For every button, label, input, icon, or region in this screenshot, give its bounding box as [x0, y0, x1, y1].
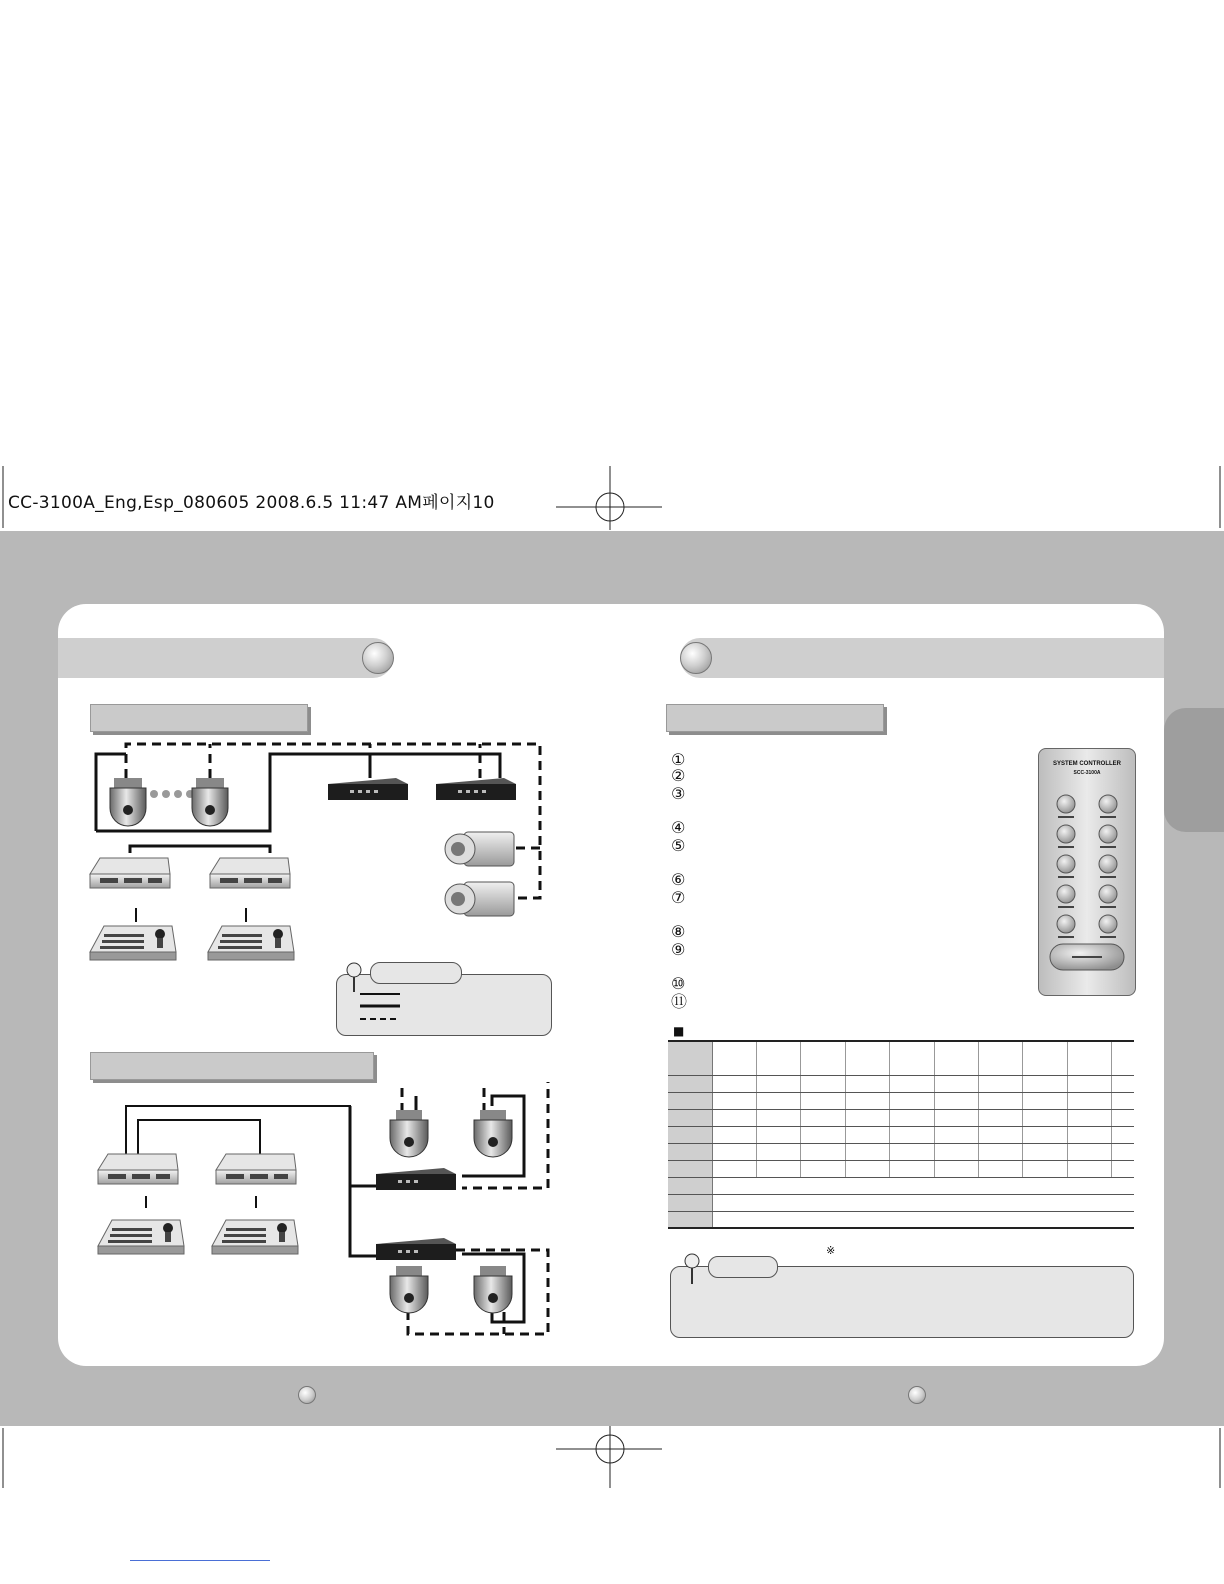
box-camera-icon [445, 832, 514, 866]
section-title-bar-left [58, 638, 393, 678]
bottom-underline [130, 1560, 270, 1561]
section-title-bar-right [680, 638, 1164, 678]
page-number-bullet-left [298, 1386, 316, 1404]
pin-icon [347, 963, 361, 992]
subsection-bar-controller [666, 704, 884, 732]
pin-icon [682, 1252, 702, 1288]
speed-dome-camera-icon [110, 778, 146, 826]
marker-3: ③ [671, 784, 686, 803]
controller-model: SCC-3100A [1073, 770, 1101, 776]
subsection-bar-system-b [90, 1052, 374, 1080]
connection-diagram-b [92, 1082, 562, 1352]
marker-5: ⑤ [671, 836, 686, 855]
marker-2: ② [671, 766, 686, 785]
spec-table [668, 1040, 1134, 1229]
table-row [668, 1126, 1134, 1143]
title-bullet-left [362, 642, 394, 674]
marker-8: ⑧ [671, 922, 686, 941]
table-row [668, 1194, 1134, 1211]
print-header: CC-3100A_Eng,Esp_080605 2008.6.5 11:47 AM페이지10 [8, 493, 495, 513]
note-tab [708, 1256, 778, 1278]
dvr-icon [328, 778, 408, 800]
marker-7: ⑦ [671, 888, 686, 907]
chapter-side-tab [1164, 708, 1224, 832]
marker-1: ① [671, 750, 686, 769]
legend-lines [340, 960, 420, 1030]
table-row [668, 1211, 1134, 1228]
marker-10: ⑩ [671, 974, 686, 993]
page-number-bullet-right [908, 1386, 926, 1404]
marker-9: ⑨ [671, 940, 686, 959]
table-row [668, 1143, 1134, 1160]
table-row [668, 1075, 1134, 1092]
title-bullet-right [680, 642, 712, 674]
marker-4: ④ [671, 818, 686, 837]
table-row [668, 1092, 1134, 1109]
footnote-marker: ※ [826, 1244, 836, 1257]
table-row [668, 1177, 1134, 1194]
table-row [668, 1160, 1134, 1177]
table-row [668, 1109, 1134, 1126]
marker-6: ⑥ [671, 870, 686, 889]
marker-11: ⑪ [671, 992, 688, 1011]
keyboard-controller-icon [90, 926, 176, 960]
table-marker: ■ [673, 1024, 685, 1038]
subsection-bar-system-a [90, 704, 308, 732]
video-switcher-icon [90, 858, 170, 888]
controller-title: SYSTEM CONTROLLER [1052, 761, 1121, 767]
controller-buttons [1038, 748, 1136, 996]
